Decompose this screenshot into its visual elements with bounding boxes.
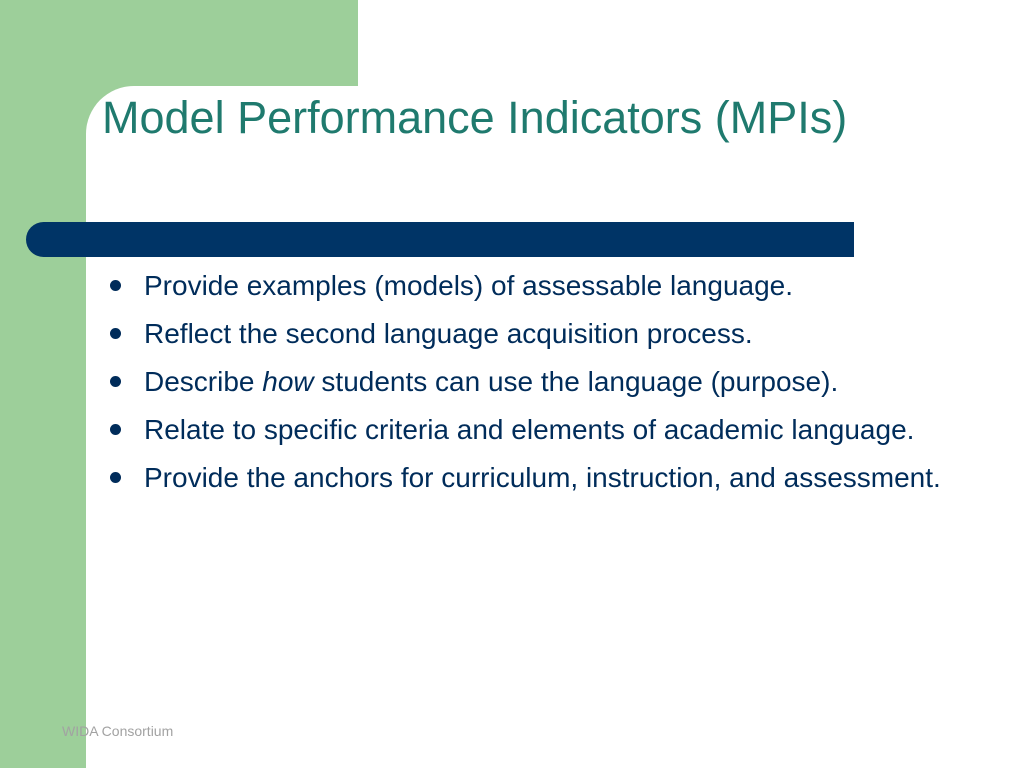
bullet-dot-icon [110, 472, 121, 483]
bullet-item [104, 364, 944, 399]
bullet-text: Provide examples (models) of assessable language. [144, 270, 794, 301]
bullet-dot-icon [110, 376, 121, 387]
bullet-text: Reflect the second language acquisition process. [144, 318, 753, 349]
green-top-panel [86, 0, 358, 86]
slide-title: Model Performance Indicators (MPIs) [102, 92, 848, 143]
bullet-text: Relate to specific criteria and elements of academic language. [144, 414, 915, 445]
green-side-panel [0, 0, 86, 768]
footer-text: WIDA Consortium [62, 723, 174, 739]
bullet-dot-icon [110, 424, 121, 435]
bullet-dot-icon [110, 328, 121, 339]
bullet-dot-icon [110, 280, 121, 291]
bullet-text-after: students can use the language (purpose). [313, 366, 839, 397]
bullet-text-before: Describe [144, 366, 263, 397]
bullet-item [104, 412, 944, 447]
bullet-list [104, 268, 944, 508]
bullet-emphasis: how [262, 366, 314, 397]
bullet-item [104, 268, 944, 303]
bullet-item [104, 316, 944, 351]
bullet-text: Provide the anchors for curriculum, instruction, and assessment. [144, 462, 941, 493]
title-divider-bar [26, 222, 854, 257]
bullet-item [104, 460, 944, 495]
